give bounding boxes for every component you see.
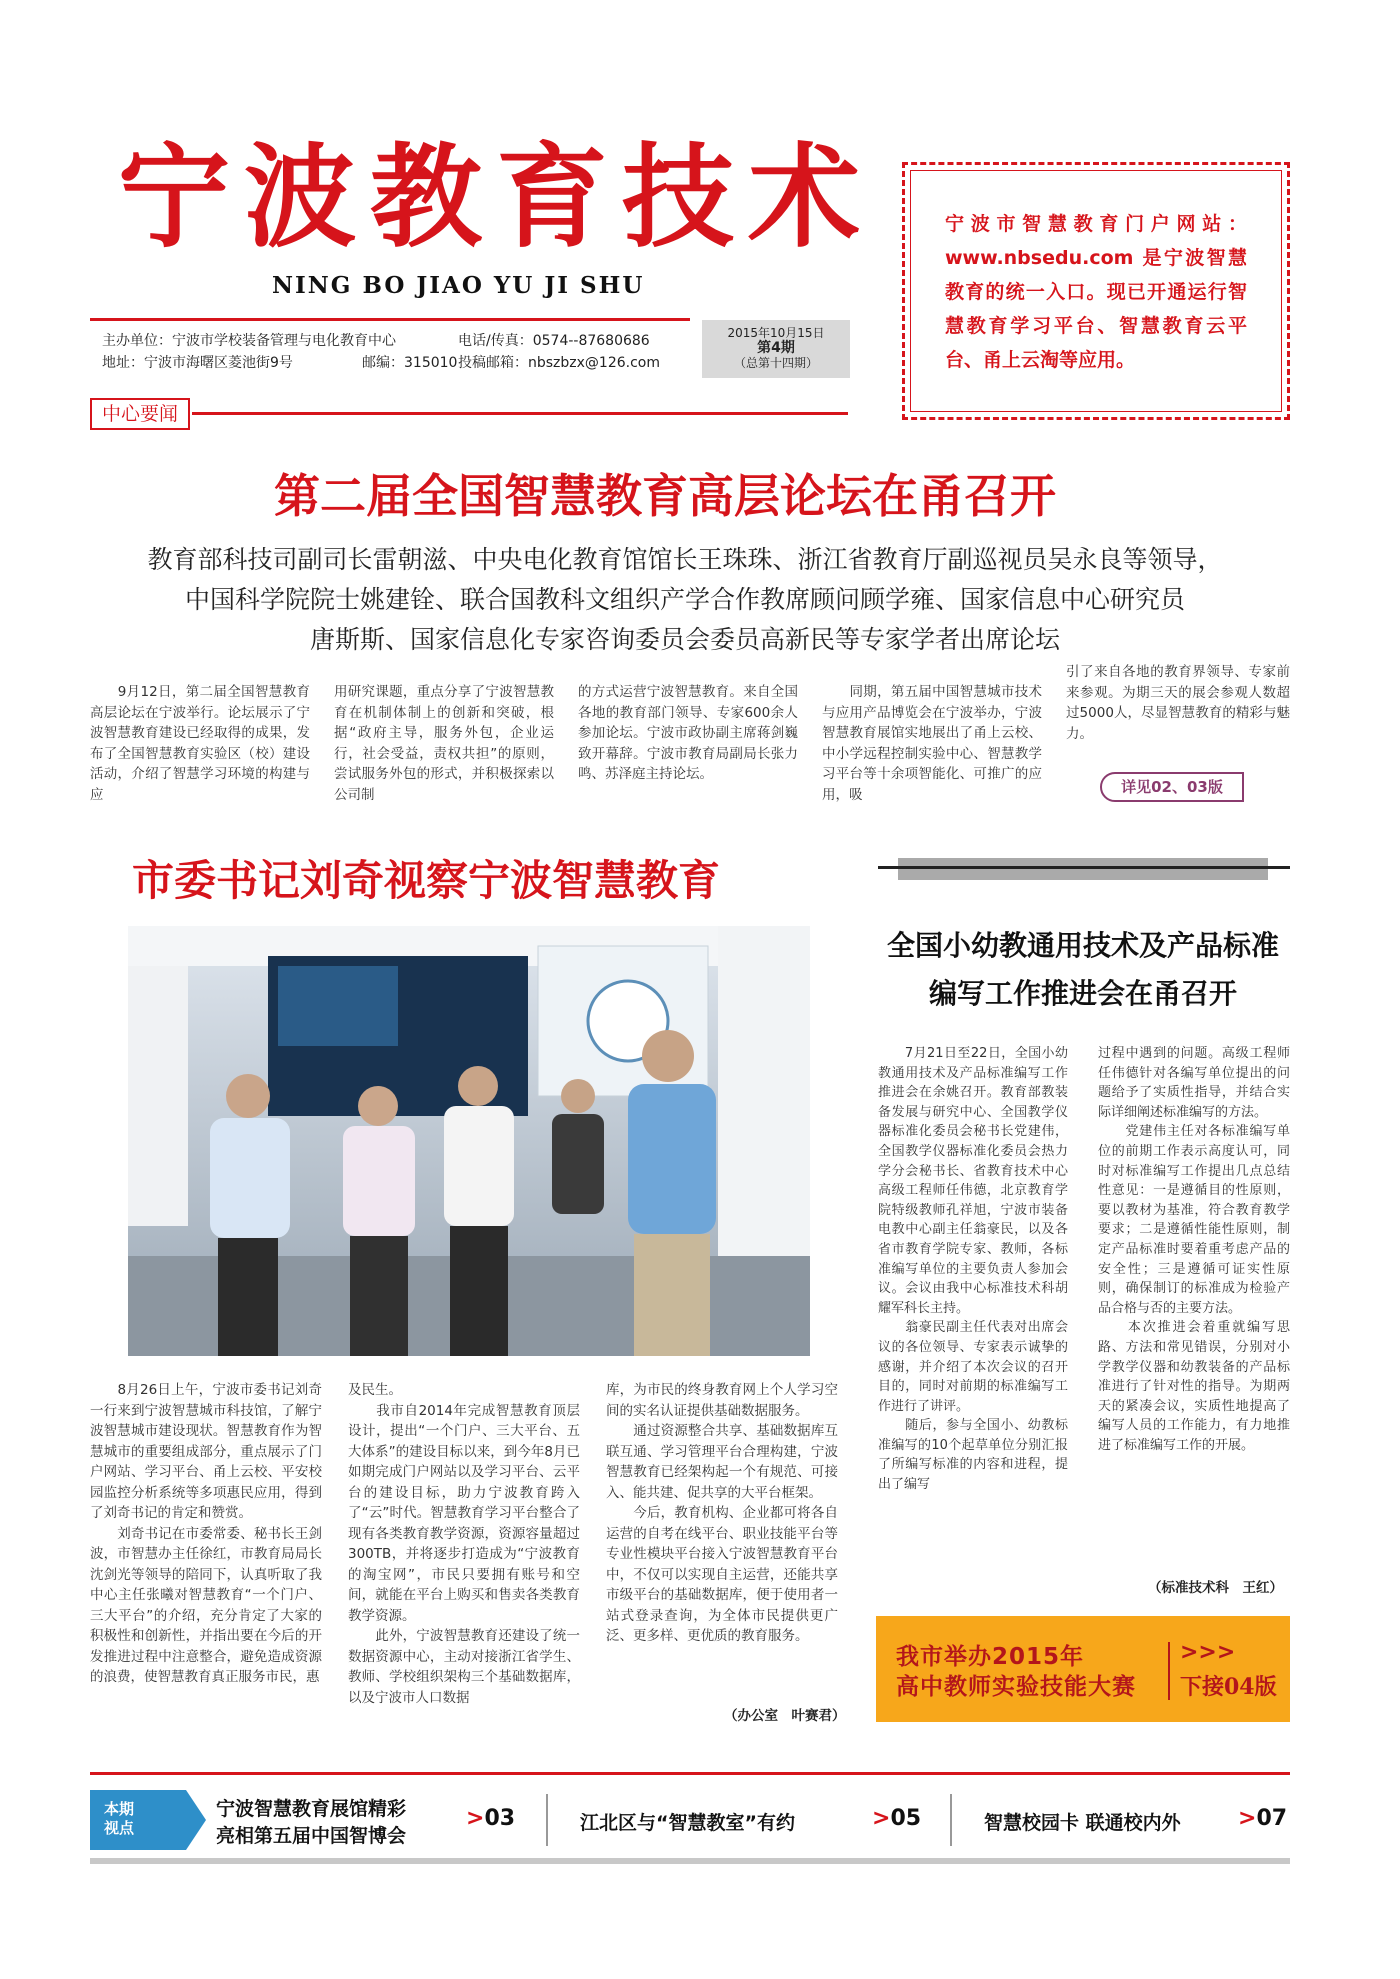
article1-column: 同期，第五届中国智慧城市技术与应用产品博览会在宁波举办，宁波智慧教育展馆实地展出了甬上云校、中小学远程控制实验中心、智慧教学习平台等十余项智能化、可推广的应用，吸 (822, 684, 1042, 803)
promo-arrows-icon: >>> (1180, 1640, 1236, 1665)
article1-subhead-line: 教育部科技司副司长雷朝滋、中央电化教育馆馆长王珠珠、浙江省教育厅副巡视员吴永良等领导， (147, 545, 1223, 574)
article1-column: 的方式运营宁波智慧教育。来自全国各地的教育部门领导、专家600余人参加论坛。宁波市政协副主席蒋剑巍致开幕辞。宁波市教育局副局长张力鸣、苏泽庭主持论坛。 (578, 684, 798, 782)
masthead-pinyin: NING BO JIAO YU JI SHU (272, 272, 645, 299)
footer-page-number: 05 (890, 1806, 922, 1831)
issue-box (702, 320, 850, 378)
footer-page-number: 03 (484, 1806, 516, 1831)
footer-item-2[interactable] (580, 1808, 795, 1835)
article1-subhead (90, 540, 1280, 660)
issue-date: 2015年10月15日 (727, 326, 825, 340)
footer-item-line: 宁波智慧教育展馆精彩 (216, 1798, 407, 1820)
footer-page-1[interactable] (466, 1806, 515, 1831)
article3-column: 7月21日至22日，全国小幼教通用技术及产品标准编写工作推进会在余姚召开。教育部教装备发展与研究中心、全国教学仪器标准化委员会秘书长党建伟，全国教学仪器标准化委员会热力学分会秘书长、省教育技术中心高级工程师任伟德，北京教育学院特级教师孔祥旭，宁波市装备电教中心副主任翁豪民，以及各省市教育学院专家、教师，各标准编写单位的主要负责人参加会议。会议由我中心标准技术科胡耀军科长主持。 翁豪民副主任代表对出席会议的各位领导、专家表示诚挚的感谢，并介绍了本次会议的召开目的，同时对前期的标准编写工作进行了讲评。 随后，参与全国小、幼教标准编写的10个起草单位分别汇报了所编写标准的内容和进程，提出了编写 (878, 1046, 1068, 1493)
chevron-right-icon: > (1238, 1806, 1257, 1831)
footer-item-line: 亮相第五届中国智博会 (216, 1825, 407, 1847)
footer-tag-arrow-icon (186, 1790, 206, 1850)
chevron-right-icon: > (466, 1806, 485, 1831)
masthead-rule (90, 318, 690, 321)
footer-bottom-rule (90, 1858, 1290, 1864)
see-more-link[interactable]: 详见02、03版 (1100, 772, 1244, 802)
publisher-postcode: 邮编：315010 (362, 355, 458, 371)
article1-headline: 第二届全国智慧教育高层论坛在甬召开 (274, 469, 1056, 523)
promo-continue: 下接04版 (1180, 1674, 1277, 1700)
article2-column: 8月26日上午，宁波市委书记刘奇一行来到宁波智慧城市科技馆，了解宁波智慧城市建设现状。智慧教育作为智慧城市的重要组成部分，重点展示了门户网站、学习平台、甬上云校、平安校园监控分析系统等多项惠民应用，得到了刘奇书记的肯定和赞赏。 刘奇书记在市委常委、秘书长王剑波，市智慧办主任徐红，市教育局局长沈剑光等领导的陪同下，认真听取了我中心主任张曦对智慧教育“一个门户、三大平台”的介绍，充分肯定了大家的积极性和创新性，并指出要在今后的开发推进过程中注意整合，避免造成资源的浪费，使智慧教育真正服务市民，惠 (90, 1382, 322, 1685)
article2-photo (128, 926, 810, 1356)
footer-separator (546, 1794, 548, 1846)
article2-column: 及民生。 我市自2014年完成智慧教育顶层设计，提出“一个门户、三大平台、五大体系”的建设目标以来，到今年8月已如期完成门户网站以及学习平台、云平台的建设目标，助力宁波教育跨入了“云”时代。智慧教育学习平台整合了现有各类教育教学资源，资源容量超过300TB，并将逐步打造成为“宁波教育的淘宝网”，市民只要拥有账号和空间，就能在平台上购买和售卖各类教育教学资源。 此外，宁波智慧教育还建设了统一数据资源中心，主动对接浙江省学生、教师、学校组织架构三个基础数据库，以及宁波市人口数据 (348, 1382, 580, 1706)
article2-headline: 市委书记刘奇视察宁波智慧教育 (132, 856, 721, 905)
visit-photo-illustration (128, 926, 810, 1356)
portal-notice-text: 宁波市智慧教育门户网站：www.nbsedu.com 是宁波智慧教育的统一入口。现已开通运行智慧教育学习平台、智慧教育云平台、甬上云淘等应用。 (945, 213, 1247, 371)
article3-column: 过程中遇到的问题。高级工程师任伟德针对各编写单位提出的问题给予了实质性指导，并结合实际详细阐述标准编写的方法。 党建伟主任对各标准编写单位的前期工作表示高度认可，同时对标准编写工作提出几点总结性意见：一是遵循目的性原则，要以教材为基准，符合教育教学要求；二是遵循性能性原则，制定产品标准时要着重考虑产品的安全性；三是遵循可证实性原则，确保制订的标准成为检验产品合格与否的主要方法。 本次推进会着重就编写思路、方法和常见错误，分别对小学教学仪器和幼教装备的产品标准进行了针对性的指导。为期两天的紧凑会议，实质性地提高了编写人员的工作能力，有力地推进了标准编写工作的开展。 (1098, 1046, 1290, 1453)
article3-headline (878, 922, 1288, 1018)
article2-signature: （办公室 叶赛君） (724, 1708, 846, 1724)
article3-headline-line: 编写工作推进会在甬召开 (928, 977, 1237, 1010)
footer-item-3[interactable] (984, 1808, 1181, 1835)
publisher-email: 投稿邮箱：nbszbzx@126.com (458, 355, 660, 371)
article1-column: 9月12日，第二届全国智慧教育高层论坛在宁波举行。论坛展示了宁波智慧教育建设已经取得的成果，发布了全国智慧教育实验区（校）建设活动，介绍了智慧学习环境的构建与应 (90, 684, 310, 803)
publisher-address: 地址：宁波市海曙区菱池街9号 (102, 355, 293, 371)
footer-top-rule (90, 1772, 1290, 1775)
footer-tag-line: 视点 (104, 1819, 135, 1837)
promo-box[interactable] (876, 1616, 1290, 1722)
promo-title (896, 1642, 1166, 1702)
article1-subhead-line: 唐斯斯、国家信息化专家咨询委员会委员高新民等专家学者出席论坛 (309, 625, 1060, 654)
footer-separator (950, 1794, 952, 1846)
footer-item-line: 江北区与“智慧教室”有约 (580, 1812, 795, 1834)
publisher-sponsor: 主办单位：宁波市学校装备管理与电化教育中心 (102, 333, 396, 349)
chevron-right-icon: > (872, 1806, 891, 1831)
masthead-title: 宁波教育技术 (118, 132, 874, 263)
footer-page-2[interactable] (872, 1806, 921, 1831)
decorative-grey-bar (898, 858, 1268, 880)
promo-title-line: 我市举办2015年 (896, 1644, 1085, 1670)
footer-item-1[interactable] (216, 1794, 406, 1848)
portal-notice-box (902, 162, 1290, 420)
article1-subhead-line: 中国科学院院士姚建铨、联合国教科文组织产学合作教席顾问顾学雍、国家信息中心研究员 (184, 585, 1185, 614)
article3-signature: （标准技术科 王红） (1148, 1580, 1283, 1596)
decorative-rule (878, 866, 1290, 869)
footer-tag (90, 1790, 186, 1850)
promo-divider (1168, 1642, 1170, 1700)
article1-column: 引了来自各地的教育界领导、专家前来参观。为期三天的展会参观人数超过5000人，尽显智慧教育的精彩与魅力。 (1066, 664, 1290, 742)
section-tag: 中心要闻 (90, 398, 190, 430)
publisher-phone: 电话/传真：0574--87680686 (458, 333, 650, 349)
issue-number: 第4期 (757, 340, 795, 356)
footer-item-line: 智慧校园卡 联通校内外 (984, 1812, 1181, 1834)
footer-page-number: 07 (1256, 1806, 1288, 1831)
article2-column: 库，为市民的终身教育网上个人学习空间的实名认证提供基础数据服务。 通过资源整合共享、基础数据库互联互通、学习管理平台合理构建，宁波智慧教育已经架构起一个有规范、可接入、能共建、促共享的大平台框架。 今后，教育机构、企业都可将各自运营的自考在线平台、职业技能平台等专业性模块平台接入宁波智慧教育平台中，不仅可以实现自主运营，还能共享市级平台的基础数据库，便于使用者一站式登录查询，为全体市民提供更广泛、更多样、更优质的教育服务。 (606, 1382, 838, 1644)
section-rule (192, 412, 848, 415)
article3-headline-line: 全国小幼教通用技术及产品标准 (886, 929, 1279, 962)
footer-page-3[interactable] (1238, 1806, 1287, 1831)
article1-column: 用研究课题，重点分享了宁波智慧教育在机制体制上的创新和突破，根据“政府主导，服务外包，企业运行，社会受益，责权共担”的原则，尝试服务外包的形式，并积极探索以公司制 (334, 684, 554, 803)
promo-title-line: 高中教师实验技能大赛 (896, 1674, 1136, 1700)
issue-total: （总第十四期） (733, 356, 818, 370)
footer-tag-line: 本期 (104, 1800, 135, 1818)
